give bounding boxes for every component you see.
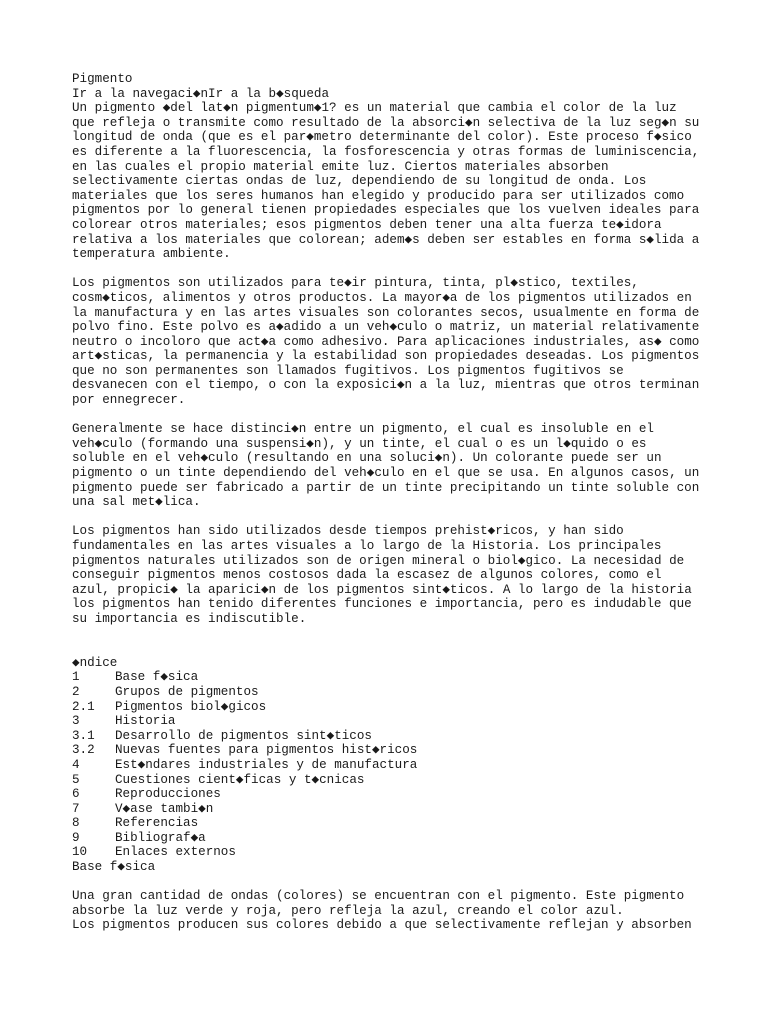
paragraph-line: Los pigmentos son utilizados para te◆ir pintura, tinta, pl◆stico, textiles, [72, 276, 639, 291]
toc-item-label[interactable]: V◆ase tambi◆n [115, 801, 214, 816]
paragraph-line: Los pigmentos han sido utilizados desde tiempos prehist◆ricos, y han sido [72, 524, 624, 539]
toc-item[interactable] [72, 802, 712, 817]
paragraph-line: Una gran cantidad de ondas (colores) se encuentran con el pigmento. Este pigmento [72, 889, 685, 904]
toc-item[interactable] [72, 700, 712, 715]
navigation-links[interactable]: Ir a la navegaci◆nIr a la b◆squeda [72, 86, 330, 101]
toc-heading: ◆ndice [72, 655, 118, 670]
paragraph-line: pigmentos por lo general tienen propiedades especiales que los vuelven ideales para [72, 203, 700, 218]
paragraph-line: neutro o incoloro que act◆a como adhesivo. Para aplicaciones industriales, as◆ como [72, 334, 700, 349]
toc-item[interactable] [72, 787, 712, 802]
paragraph-line: cosm◆ticos, alimentos y otros productos. La mayor◆a de los pigmentos utilizados en [72, 290, 692, 305]
toc-item-label[interactable]: Base f◆sica [115, 670, 199, 685]
toc-item-number: 1 [72, 670, 80, 685]
paragraph-line: es diferente a la fluorescencia, la fosforescencia y otras formas de luminiscencia, [72, 144, 700, 159]
section-paragraph [72, 889, 712, 933]
toc-item-label[interactable]: Referencias [115, 816, 199, 831]
paragraph-line: los pigmentos han tenido diferentes funciones e importancia, pero es indudable que [72, 597, 692, 612]
paragraph-line: Los pigmentos producen sus colores debido a que selectivamente reflejan y absorben [72, 918, 692, 933]
toc-item-label[interactable]: Enlaces externos [115, 845, 236, 860]
intro-paragraph [72, 101, 712, 262]
paragraph-line: veh◆culo (formando una suspensi◆n), y un tinte, el cual o es un l◆quido o es [72, 436, 647, 451]
paragraph-line: polvo fino. Este polvo es a◆adido a un veh◆culo o matriz, un material relativamente [72, 320, 700, 335]
paragraph-spacer [72, 408, 712, 423]
paragraph-spacer [72, 875, 712, 890]
toc-item[interactable] [72, 816, 712, 831]
section-heading: Base f◆sica [72, 860, 156, 875]
paragraph-line: Un pigmento ◆del lat◆n pigmentum◆1? es un material que cambia el color de la luz [72, 101, 677, 116]
paragraph-line: Generalmente se hace distinci◆n entre un pigmento, el cual es insoluble en el [72, 422, 654, 437]
toc-item[interactable] [72, 758, 712, 773]
paragraph-line: longitud de onda (que es el par◆metro determinante del color). Este proceso f◆sico [72, 130, 692, 145]
paragraph-line: fundamentales en las artes visuales a lo largo de la Historia. Los principales [72, 539, 662, 553]
document-title: Pigmento [72, 72, 133, 86]
toc-item[interactable] [72, 773, 712, 788]
toc-item-number: 7 [72, 801, 80, 816]
toc-item[interactable] [72, 714, 712, 729]
paragraph-line: absorbe la luz verde y roja, pero refleja la azul, creando el color azul. [72, 903, 624, 918]
paragraph-line: temperatura ambiente. [72, 247, 231, 262]
paragraph-line: en las cuales el propio material emite luz. Ciertos materiales absorben [72, 159, 609, 174]
toc-item[interactable] [72, 743, 712, 758]
toc-item-number: 3 [72, 714, 80, 729]
toc-item-number: 3.1 [72, 728, 95, 743]
paragraph-line: pigmento o un tinte dependiendo del veh◆culo en el que se usa. En algunos casos, un [72, 466, 700, 481]
paragraph-spacer [72, 510, 712, 525]
table-of-contents [72, 656, 712, 860]
paragraph-line: su importancia es indiscutible. [72, 611, 307, 626]
toc-item-label[interactable]: Reproducciones [115, 787, 221, 802]
paragraph-line: azul, propici◆ la aparici◆n de los pigmentos sint◆ticos. A lo largo de la historia [72, 582, 692, 597]
paragraph-line: relativa a los materiales que colorean; adem◆s deben ser estables en forma s◆lida a [72, 232, 700, 247]
toc-item-number: 5 [72, 772, 80, 787]
paragraph-line: que refleja o transmite como resultado de la absorci◆n selectiva de la luz seg◆n su [72, 115, 700, 130]
paragraph-line: materiales que los seres humanos han elegido y producido para ser utilizados como [72, 188, 685, 203]
paragraph-line: una sal met◆lica. [72, 495, 201, 510]
toc-item-number: 8 [72, 816, 80, 831]
toc-item-label[interactable]: Desarrollo de pigmentos sint◆ticos [115, 728, 372, 743]
paragraph-spacer [72, 262, 712, 277]
toc-item-label[interactable]: Bibliograf◆a [115, 830, 206, 845]
toc-item-number: 6 [72, 787, 80, 802]
paragraph-line: desvanecen con el tiempo, o con la exposici◆n a la luz, mientras que otros terminan [72, 378, 700, 393]
toc-item-number: 9 [72, 830, 80, 845]
toc-item-number: 4 [72, 757, 80, 772]
paragraph-line: conseguir pigmentos menos costosos dada la escasez de algunos colores, como el [72, 568, 662, 583]
toc-item-label[interactable]: Grupos de pigmentos [115, 684, 259, 699]
pigment-vs-dye-paragraph [72, 422, 712, 510]
toc-item-number: 10 [72, 845, 88, 860]
toc-item[interactable] [72, 845, 712, 860]
paragraph-line: que no son permanentes son llamados fugitivos. Los pigmentos fugitivos se [72, 363, 624, 378]
paragraph-line: pigmento puede ser fabricado a partir de un tinte precipitando un tinte soluble con [72, 480, 700, 495]
toc-item-label[interactable]: Nuevas fuentes para pigmentos hist◆ricos [115, 743, 418, 758]
paragraph-spacer [72, 627, 712, 642]
paragraph-line: selectivamente ciertas ondas de luz, dependiendo de su longitud de onda. Los [72, 174, 647, 189]
toc-item-number: 2 [72, 684, 80, 699]
toc-item-label[interactable]: Est◆ndares industriales y de manufactura [115, 757, 418, 772]
paragraph-spacer [72, 641, 712, 656]
paragraph-line: la manufactura y en las artes visuales son colorantes secos, usualmente en forma de [72, 305, 700, 320]
paragraph-line: pigmentos naturales utilizados son de origen mineral o biol◆gico. La necesidad de [72, 553, 685, 568]
toc-item[interactable] [72, 685, 712, 700]
toc-item-label[interactable]: Pigmentos biol◆gicos [115, 699, 267, 714]
toc-item[interactable] [72, 831, 712, 846]
toc-item[interactable] [72, 670, 712, 685]
uses-paragraph [72, 276, 712, 407]
toc-item-number: 2.1 [72, 699, 95, 714]
toc-item[interactable] [72, 729, 712, 744]
document-page [72, 72, 712, 933]
paragraph-line: art◆sticas, la permanencia y la estabilidad son propiedades deseadas. Los pigmentos [72, 349, 700, 364]
toc-item-label[interactable]: Historia [115, 714, 176, 729]
paragraph-line: soluble en el veh◆culo (resultando en una soluci◆n). Un colorante puede ser un [72, 451, 662, 466]
toc-item-number: 3.2 [72, 743, 95, 758]
paragraph-line: colorear otros materiales; esos pigmentos deben tener una alta fuerza te◆idora [72, 217, 662, 232]
toc-item-label[interactable]: Cuestiones cient◆ficas y t◆cnicas [115, 772, 365, 787]
paragraph-line: por ennegrecer. [72, 393, 186, 408]
history-paragraph [72, 524, 712, 626]
